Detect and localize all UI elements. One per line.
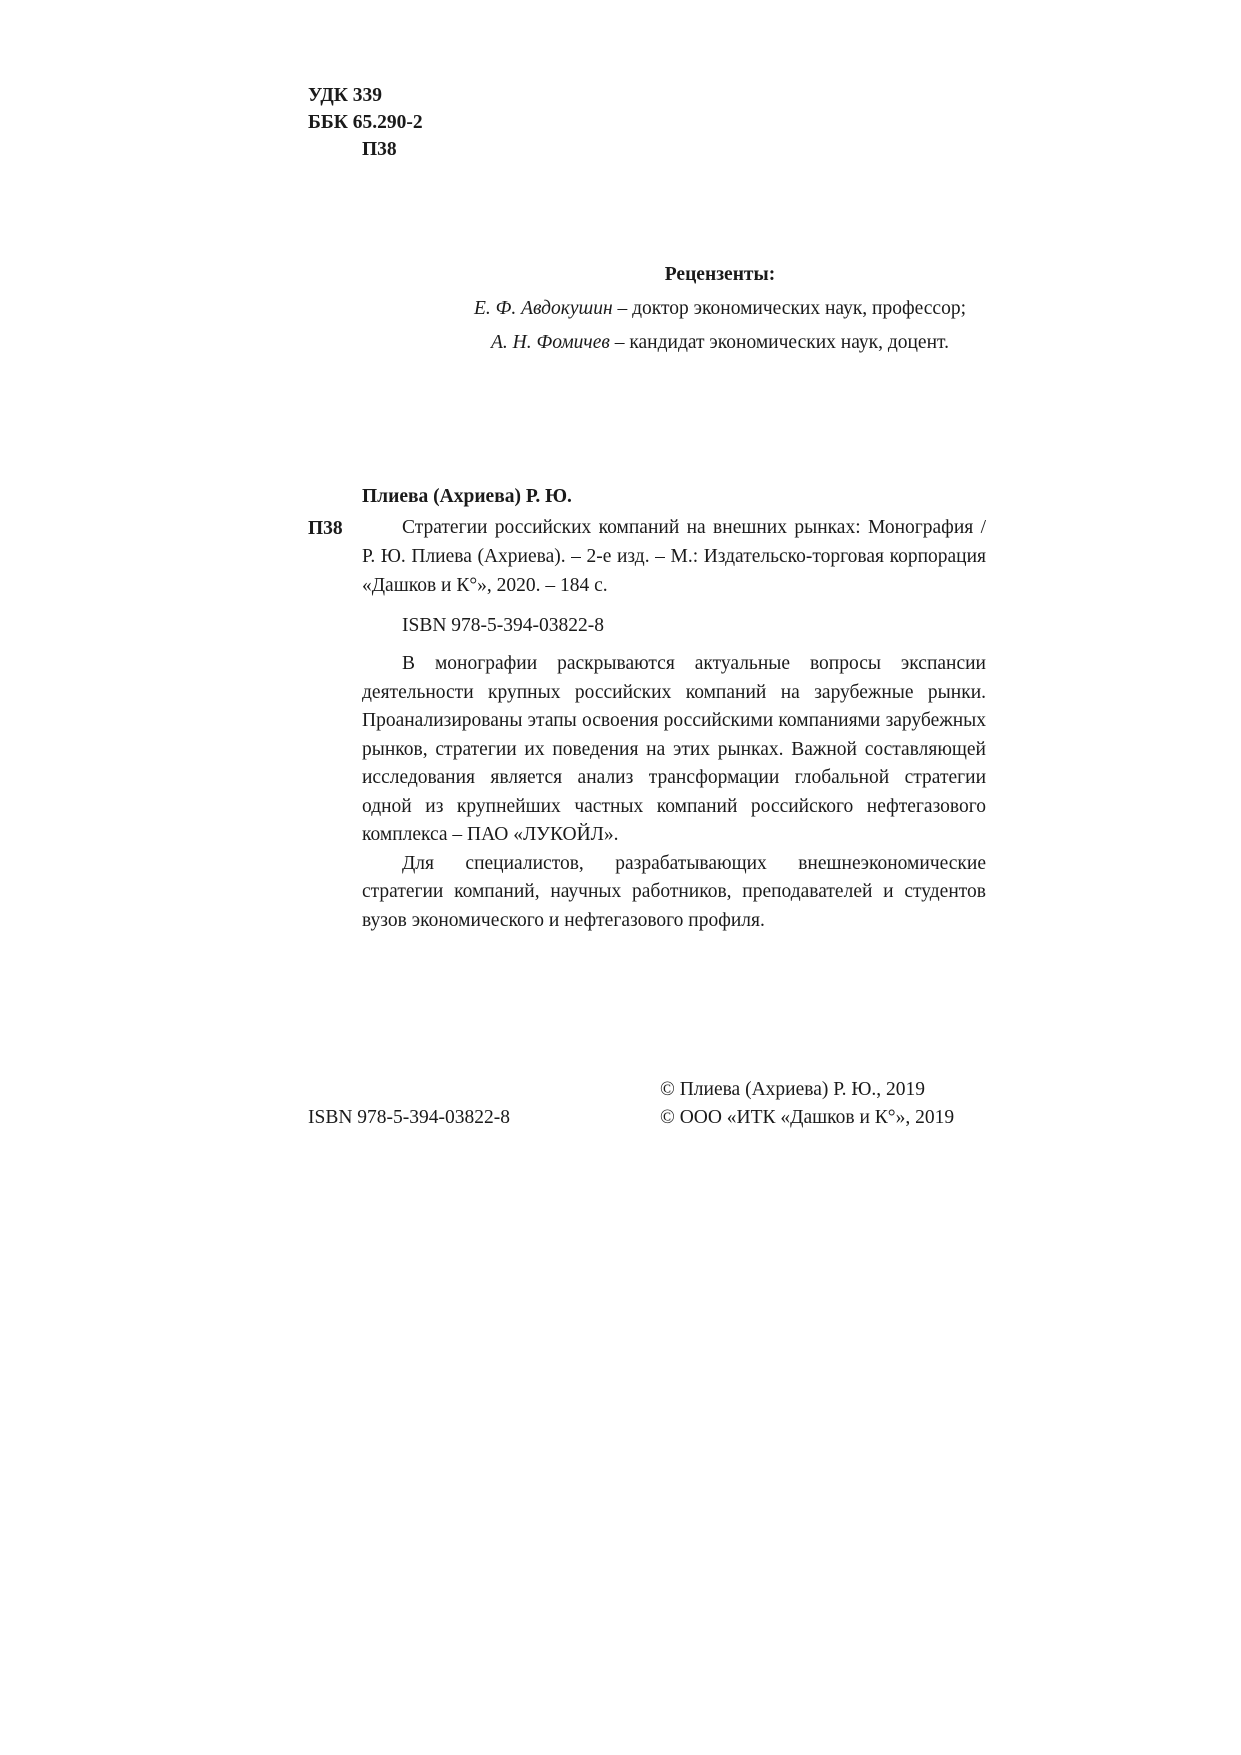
reviewer-line — [300, 292, 1140, 326]
bibliographic-text: Стратегии российских компаний на внешних рынках: Монография / Р. Ю. Плиева (Ахриева). – 2-е изд. – М.: Издательско-торговая корпорация «Дашков и К°», 2020. – 184 с. — [362, 517, 986, 596]
abstract-paragraph: В монографии раскрываются актуальные вопросы экспансии деятельности крупных российских компаний на зарубежные рынки. Проанализированы этапы освоения российскими компаниями зарубежных рынков, стратегии их поведения на этих рынках. Важной составляющей исследования является анализ трансформации глобальной стратегии одной из крупнейших частных компаний российского нефтегазового комплекса – ПАО «ЛУКОЙЛ». — [362, 653, 986, 845]
abstract-paragraph: Для специалистов, разрабатывающих внешнеэкономические стратегии компаний, научных работников, преподавателей и студентов вузов экономического и нефтегазового профиля. — [362, 852, 986, 931]
abstract — [362, 650, 986, 935]
reviewers-heading: Рецензенты: — [664, 264, 776, 285]
copyright-line: © ООО «ИТК «Дашков и К°», 2019 — [660, 1107, 955, 1128]
book-author: Плиева (Ахриева) Р. Ю. — [362, 486, 572, 507]
author-mark: П38 — [362, 139, 397, 160]
bbk-code: ББК 65.290-2 — [308, 112, 423, 133]
footer-isbn: ISBN 978-5-394-03822-8 — [308, 1107, 511, 1128]
bibliographic-description — [362, 513, 986, 600]
reviewer-desc: – доктор экономических наук, профессор; — [612, 298, 966, 319]
book-isbn: ISBN 978-5-394-03822-8 — [402, 615, 605, 636]
copyright-block — [660, 1076, 954, 1132]
copyright-line: © Плиева (Ахриева) Р. Ю., 2019 — [660, 1079, 926, 1100]
reviewer-name: Е. Ф. Авдокушин — [473, 298, 613, 319]
classification-codes — [308, 82, 423, 163]
call-mark: П38 — [308, 518, 343, 539]
udk-code: УДК 339 — [308, 85, 383, 106]
reviewer-line — [300, 326, 1140, 360]
reviewers-block — [300, 258, 1140, 360]
reviewer-desc: – кандидат экономических наук, доцент. — [609, 332, 949, 353]
reviewer-name: А. Н. Фомичев — [491, 332, 610, 353]
